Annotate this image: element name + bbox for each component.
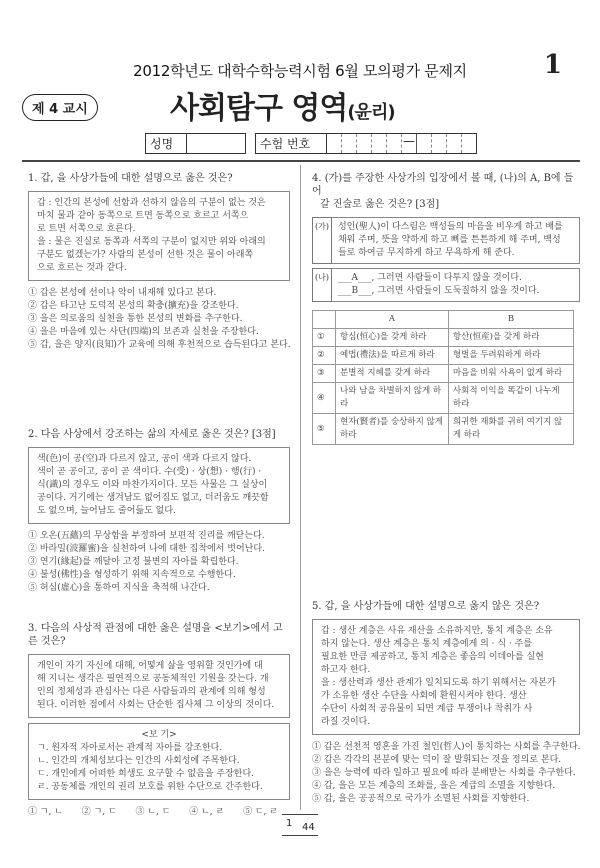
answer-table — [312, 310, 574, 445]
table-row[interactable] — [313, 414, 574, 445]
passage-line: 식(識)의 경우도 이와 마찬가지이다. 모든 사물은 그 실상이 — [37, 480, 268, 490]
question-number: 5. — [312, 601, 322, 612]
question-number: 4. — [312, 173, 322, 184]
question-text: 다음의 사상적 관점에 대한 옳은 설명을 <보기>에서 고른 것은? — [28, 623, 283, 647]
question-text: 갑, 을 사상가들에 대한 설명으로 옳지 않은 것은? — [324, 601, 540, 612]
name-field[interactable] — [145, 133, 246, 154]
table-row[interactable] — [313, 329, 574, 347]
exam-number-cell[interactable] — [327, 134, 342, 153]
column-divider — [300, 165, 301, 810]
exam-number-cell[interactable] — [432, 134, 447, 153]
exam-number-cell[interactable] — [462, 134, 476, 153]
passage-line: 으로 흐르는 것과 같다. — [37, 263, 127, 273]
passage-line: 색이 곧 공이고, 공이 곧 색이다. 수(受) · 상(想) · 행(行) · — [37, 467, 262, 477]
table-row[interactable] — [313, 347, 574, 365]
answer-option[interactable]: ② 바라밀(波羅蜜)을 실천하여 나에 대한 집착에서 벗어난다. — [28, 544, 265, 554]
bogi-item: ㄷ. 개인에게 어떠한 희생도 요구할 수 없음을 주장한다. — [37, 769, 255, 779]
passage-line: 갑 : 생산 계층은 사유 재산을 소유하지만, 통치 계층은 소유 — [321, 626, 553, 636]
ga-label: (가) — [312, 217, 332, 264]
header-rule — [22, 160, 580, 162]
table-row[interactable] — [313, 383, 574, 414]
question-number: 1. — [28, 173, 38, 184]
exam-number-dash: — — [402, 134, 417, 153]
bogi-item: ㄹ. 공동체를 개인의 권리 보호를 위한 수단으로 간주한다. — [37, 782, 263, 792]
table-cell: 형벌을 두려워하게 하라 — [448, 347, 573, 365]
table-row[interactable] — [313, 365, 574, 383]
question-passage — [312, 619, 580, 735]
bogi-box — [28, 723, 290, 800]
question-text: 다음 사상에서 강조하는 삶의 자세로 옳은 것은? [3점] — [40, 429, 276, 440]
page-number: 1 — [543, 50, 562, 80]
table-cell: 항심(恒心)을 갖게 하라 — [336, 329, 449, 347]
passage-line: 구분도 없겠는가? 사람의 본성이 선한 것은 물이 아래쪽 — [37, 250, 254, 260]
answer-option[interactable]: ⑤ 갑, 을은 양지(良知)가 교육에 의해 후천적으로 습득된다고 본다. — [28, 340, 291, 350]
answer-option[interactable]: ⑤ ㄷ, ㄹ — [243, 807, 278, 817]
passage-line: 성인(聖人)이 다스림은 백성들의 마음을 비우게 하고 배를 — [337, 222, 563, 232]
table-header-cell — [313, 311, 336, 329]
question-number: 2. — [28, 429, 38, 440]
passage-line: 하지 않는다. 생산 계층은 통치 계층에게 의 · 식 · 주를 — [321, 639, 533, 649]
footer-page: 1 — [286, 818, 293, 829]
table-cell: 사회적 이익을 똑같이 나누게 하라 — [448, 383, 573, 414]
table-cell: ③ — [313, 365, 336, 383]
answer-option[interactable]: ② 갑은 타고난 도덕적 본성의 확충(擴充)을 강조한다. — [28, 301, 239, 311]
table-cell: 분별적 지혜를 갖게 하라 — [336, 365, 449, 383]
table-cell: ④ — [313, 383, 336, 414]
passage-na — [312, 268, 580, 302]
passage-line: 된다. 이러한 점에서 사회는 단순한 집사체 그 이상의 것이다. — [37, 700, 275, 710]
passage-line: 하고자 한다. — [321, 665, 371, 675]
table-cell: 예법(禮法)을 따르게 하라 — [336, 347, 449, 365]
question-passage — [28, 654, 290, 718]
table-cell: 현자(賢者)를 숭상하지 않게 하라 — [336, 414, 449, 445]
question-text-cont: 갈 진술로 옳은 것은? [3점] — [320, 199, 440, 210]
footer-total: 44 — [302, 822, 315, 833]
passage-line: 갑 : 인간의 본성에 선함과 선하지 않음의 구분이 없는 것은 — [37, 198, 266, 208]
passage-line: 도 없으며, 늘어남도 줄어듦도 없다. — [37, 506, 176, 516]
table-header-cell: B — [448, 311, 573, 329]
table-cell: 희귀한 재화를 귀히 여기지 않게 하라 — [448, 414, 573, 445]
bogi-item: ㄱ. 원자적 자아로서는 관계적 자아를 강조한다. — [37, 743, 223, 753]
name-input-area[interactable] — [187, 134, 245, 153]
exam-number-cell[interactable] — [357, 134, 372, 153]
passage-line: 필요한 만큼 제공하고, 통치 계층은 좋음의 이데아를 실현 — [321, 652, 544, 662]
answer-option[interactable]: ④ 불성(佛性)을 형성하기 위해 지속적으로 수행한다. — [28, 570, 236, 580]
bogi-title: <보 기> — [141, 730, 177, 740]
passage-line: 인의 정체성과 관심사는 다른 사람들과의 관계에 의해 형성 — [37, 687, 266, 697]
question-text: 갑, 을 사상가들에 대한 설명으로 옳은 것은? — [40, 173, 233, 184]
question-number: 3. — [28, 623, 38, 634]
table-cell: ① — [313, 329, 336, 347]
passage-line: ___A___, 그러면 사람들이 다투지 않을 것이다. — [337, 273, 522, 283]
answer-option[interactable]: ⑤ 갑, 을은 공공적으로 국가가 소멸된 사회를 지향한다. — [312, 794, 530, 804]
passage-line: 개인이 자기 자신에 대해, 어떻게 삶을 영위할 것인가에 대 — [37, 661, 263, 671]
answer-option[interactable]: ④ 갑, 을은 모든 계층의 조화를, 을은 계급의 소멸을 지향한다. — [312, 781, 556, 791]
exam-number-field[interactable] — [255, 133, 477, 154]
answer-option[interactable]: ④ ㄴ, ㄹ — [189, 807, 225, 817]
exam-title: 2012학년도 대학수학능력시험 6월 모의평가 문제지 — [133, 62, 467, 80]
page-footer — [280, 812, 320, 836]
passage-line: 수단이 사회적 공유물이 되면 계급 투쟁이나 착취가 사 — [321, 704, 533, 714]
passage-line: 가 소유한 생산 수단을 사회에 환원시켜야 한다. 생산 — [321, 691, 527, 701]
exam-number-cell[interactable] — [447, 134, 462, 153]
table-cell: 마음을 비워 사욕이 없게 하라 — [448, 365, 573, 383]
na-label: (나) — [312, 268, 332, 302]
answer-option[interactable]: ④ 을은 마음에 있는 사단(四端)의 보존과 실천을 주장한다. — [28, 327, 259, 337]
answer-option[interactable]: ① 갑은 본성에 선이나 악이 내재해 있다고 본다. — [28, 288, 217, 298]
answer-option[interactable]: ③ 연기(緣起)를 깨달아 고정 불변의 자아를 확립한다. — [28, 557, 239, 567]
bogi-item: ㄴ. 인간의 개체성보다는 인간의 사회성에 주목한다. — [37, 756, 240, 766]
question-2 — [28, 428, 290, 595]
question-passage — [28, 191, 290, 281]
subject-sub: (윤리) — [347, 102, 395, 123]
answer-option[interactable]: ① 갑은 선천적 영혼을 가진 철인(哲人)이 통치하는 사회를 추구한다. — [312, 742, 581, 752]
subject-main: 사회탐구 영역 — [170, 91, 348, 126]
passage-line: 로 트면 서쪽으로 흐른다. — [37, 224, 136, 234]
passage-line: 해 지니는 생각은 필연적으로 공동체적인 기원을 갖는다. 개 — [37, 674, 269, 684]
exam-number-cell[interactable] — [387, 134, 402, 153]
exam-number-cell[interactable] — [372, 134, 387, 153]
passage-line: 을 : 물은 진실로 동쪽과 서쪽의 구분이 없지만 위와 아래의 — [37, 237, 266, 247]
table-header-cell: A — [336, 311, 449, 329]
passage-line: 색(色)이 공(空)과 다르지 않고, 공이 색과 다르지 않다. — [37, 454, 252, 464]
passage-line: 라질 것이다. — [321, 717, 371, 727]
question-4 — [312, 172, 580, 445]
passage-line: 들로 하여금 무지하게 하고 무욕하게 해 준다. — [337, 248, 515, 258]
answer-option[interactable]: ③ 을은 의로움의 실천을 통한 본성의 변화를 추구한다. — [28, 314, 243, 324]
passage-ga — [312, 217, 580, 264]
question-3 — [28, 622, 290, 819]
table-cell: ⑤ — [313, 414, 336, 445]
answer-option[interactable]: ⑤ 허심(虛心)을 통하여 지식을 축적해 나간다. — [28, 583, 210, 593]
question-5 — [312, 600, 580, 806]
question-text: (가)를 주장한 사상가의 입장에서 볼 때, (나)의 A, B에 들어 — [312, 173, 574, 197]
answer-option[interactable]: ① 오온(五蘊)의 무상함을 부정하여 보편적 진리를 깨닫는다. — [28, 531, 265, 541]
question-passage — [28, 447, 290, 524]
subject-title — [170, 83, 470, 127]
table-cell: 항산(恒産)을 갖게 하라 — [448, 329, 573, 347]
exam-number-label: 수험 번호 — [256, 134, 327, 153]
answer-option[interactable]: ① ㄱ, ㄴ — [28, 807, 63, 817]
table-cell: 나와 남을 차별하지 않게 하라 — [336, 383, 449, 414]
session-badge: 제 4 교시 — [22, 94, 98, 121]
passage-line: ___B___, 그러면 사람들이 도둑질하지 않을 것이다. — [337, 286, 540, 296]
exam-number-cell[interactable] — [417, 134, 432, 153]
answer-option[interactable]: ③ ㄴ, ㄷ — [135, 807, 171, 817]
exam-number-cell[interactable] — [342, 134, 357, 153]
answer-option[interactable]: ② ㄱ, ㄷ — [81, 807, 117, 817]
name-label: 성명 — [146, 134, 187, 153]
question-1 — [28, 172, 290, 352]
answer-option[interactable]: ③ 을은 능력에 따라 일하고 필요에 따라 분배받는 사회를 추구한다. — [312, 768, 576, 778]
table-cell: ② — [313, 347, 336, 365]
passage-line: 을 : 생산력과 생산 관계가 일치되도록 하기 위해서는 자본가 — [321, 678, 556, 688]
passage-line: 채워 주며, 뜻을 약하게 하고 뼈를 튼튼하게 해 주며, 백성 — [337, 235, 561, 245]
answer-option[interactable]: ② 갑은 각각의 본분에 맞는 덕이 잘 발휘되는 것을 정의로 본다. — [312, 755, 562, 765]
passage-line: 공이다. 거기에는 생겨남도 없어짐도 없고, 더러움도 깨끗함 — [37, 493, 269, 503]
passage-line: 마치 물과 같아 동쪽으로 트면 동쪽으로 흐르고 서쪽으 — [37, 211, 249, 221]
